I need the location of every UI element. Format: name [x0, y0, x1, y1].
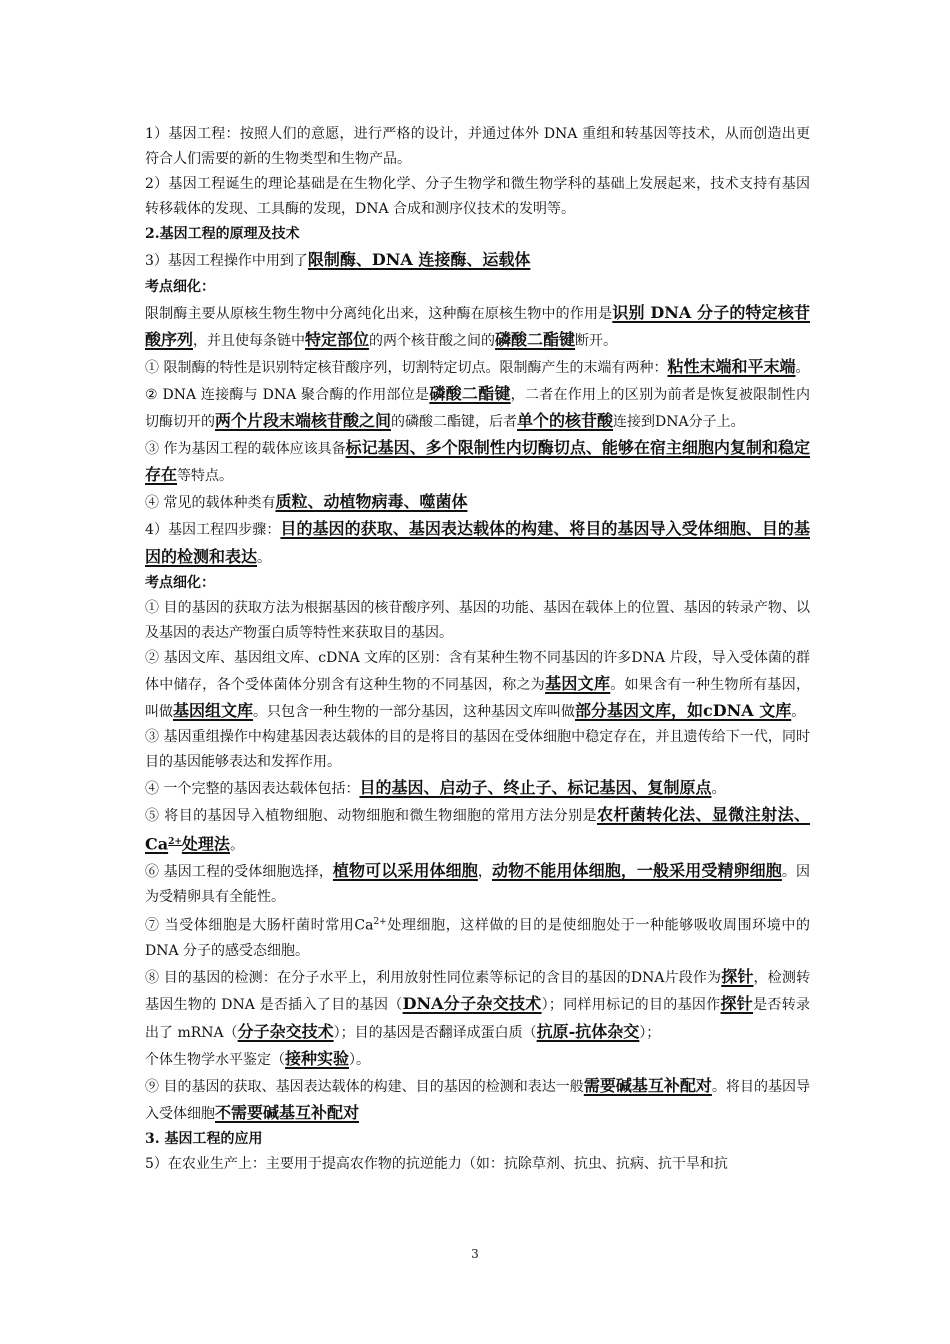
paragraph	[145, 725, 810, 775]
page-number: 3	[471, 1247, 479, 1261]
key-term-underlined: 探针	[721, 967, 754, 987]
text-run: ）；	[639, 1024, 661, 1041]
text-run: 。	[791, 704, 806, 721]
paragraph	[145, 122, 810, 172]
key-term-underlined: 抗原-抗体杂交	[536, 1021, 640, 1041]
text-run: 连接到DNA分子上。	[613, 414, 745, 431]
superscript: 2+	[373, 917, 387, 928]
text-run: ）。	[349, 1051, 371, 1068]
key-term-underlined: 磷酸二酯键	[429, 383, 511, 403]
key-term-underlined: 基因组文库	[173, 701, 254, 721]
text-run: 的磷酸二酯键，后者	[391, 414, 518, 431]
paragraph	[145, 571, 810, 596]
text-run: ② 基因文库、基因组文库、cDNA 文库的区别：含有某种生物不同基因的许多DNA 片段，导入受体菌的群体中储存，各个受体菌体分别含有这种生物的不同基因，称之为	[145, 649, 810, 693]
key-term-underlined: 农杆菌转化法、显微注射法、Ca	[145, 805, 810, 854]
text-run: 1）基因工程：按照人们的意愿，进行严格的设计，并通过体外 DNA 重组和转基因等技术，从而创造出更符合人们需要的新的生物类型和生物产品。	[145, 126, 810, 168]
key-term-underlined: 磷酸二酯键	[495, 329, 576, 349]
text-run: ① 限制酶的特性是识别特定核苷酸序列，切割特定切点。限制酶产生的末端有两种：	[145, 359, 668, 376]
paragraph	[145, 802, 810, 858]
text-run: ⑨ 目的基因的获取、基因表达载体的构建、目的基因的检测和表达一般	[145, 1078, 584, 1095]
text-run: ，二者在作用上的区别为前者是恢复被限制性内切酶切开的	[145, 386, 810, 431]
text-run: ⑧ 目的基因的检测：在分子水平上，利用放射性同位素等标记的含目的基因的DNA片段作为	[145, 970, 722, 987]
text-run: 。只包含一种生物的一部分基因，这种基因文库叫做	[253, 704, 576, 721]
text-run: ② DNA 连接酶与 DNA 聚合酶的作用部位是	[145, 386, 430, 403]
text-run: 限制酶主要从原核生物生物中分离纯化出来，这种酶在原核生物中的作用是	[145, 305, 613, 322]
text-run: ，检测转基因生物的 DNA 是否插入了目的基因（	[145, 970, 810, 1014]
text-run: ）；目的基因是否翻译成蛋白质（	[333, 1024, 537, 1041]
key-term-underlined: 接种实验	[285, 1048, 350, 1068]
key-term-underlined: 处理法	[181, 834, 230, 854]
text-run: ④ 一个完整的基因表达载体包括：	[145, 781, 360, 798]
paragraph	[145, 858, 810, 910]
key-term-underlined: 目的基因、启动子、终止子、标记基因、复制原点	[359, 778, 712, 798]
key-term-underlined: 分子杂交技术	[237, 1021, 334, 1041]
superscript: 2+	[168, 836, 182, 847]
text-run: 处理细胞，这样做的目的是使细胞处于一种能够吸收周围环境中的DNA 分子的感受态细胞。	[145, 918, 811, 960]
key-term-underlined: 植物可以采用体细胞	[332, 861, 478, 881]
paragraph	[145, 275, 810, 300]
paragraph	[145, 1073, 810, 1127]
paragraph	[145, 964, 810, 1045]
text-run: 个体生物学水平鉴定（	[145, 1051, 285, 1068]
text-run: 。	[257, 549, 272, 566]
key-term-underlined: 目的基因的获取、基因表达载体的构建、将目的基因导入受体细胞、目的基因的检测和表达	[145, 519, 810, 566]
paragraph	[145, 489, 810, 516]
text-run: 5）在农业生产上：主要用于提高农作物的抗逆能力（如：抗除草剂、抗虫、抗病、抗干旱和抗	[145, 1155, 728, 1172]
text-run: 等特点。	[177, 468, 234, 485]
key-term-underlined: 质粒、动植物病毒、噬菌体	[275, 492, 468, 512]
section-heading: 2.基因工程的原理及技术	[145, 226, 300, 243]
key-term-underlined: 两个片段末端核苷酸之间	[215, 411, 392, 431]
key-term-underlined: 部分基因文库，如cDNA 文库	[575, 701, 792, 721]
text-run: 。	[229, 837, 244, 854]
key-term-underlined: 限制酶、DNA 连接酶、运载体	[307, 250, 531, 270]
text-run: ③ 作为基因工程的载体应该具备	[145, 441, 346, 458]
paragraph	[145, 775, 810, 802]
paragraph	[145, 596, 810, 646]
paragraph	[145, 1046, 810, 1073]
text-run: 的两个核苷酸之间的	[369, 332, 496, 349]
paragraph	[145, 172, 810, 222]
paragraph	[145, 1152, 810, 1177]
paragraph	[145, 516, 810, 570]
text-run: ① 目的基因的获取方法为根据基因的核苷酸序列、基因的功能、基因在载体上的位置、基因的转录产物、以及基因的表达产物蛋白质等特性来获取目的基因。	[145, 599, 810, 641]
key-term-underlined: DNA分子杂交技术	[402, 994, 542, 1014]
text-run: 3）基因工程操作中用到了	[145, 253, 308, 270]
text-run: ，	[477, 864, 492, 881]
text-run: ⑤ 将目的基因导入植物细胞、动物细胞和微生物细胞的常用方法分别是	[145, 808, 597, 825]
text-run: ⑦ 当受体细胞是大肠杆菌时常用Ca	[145, 918, 374, 935]
key-term-underlined: 动物不能用体细胞，一般采用受精卵细胞	[491, 861, 782, 881]
paragraph	[145, 1127, 810, 1152]
key-term-underlined: 粘性末端和平末端	[667, 356, 796, 376]
key-term-underlined: 不需要碱基互补配对	[215, 1102, 360, 1122]
paragraph	[145, 300, 810, 354]
text-run: 。将目的基因导入受体细胞	[145, 1078, 810, 1122]
text-run: 断开。	[575, 332, 618, 349]
document-body	[145, 122, 810, 1177]
paragraph	[145, 381, 810, 435]
text-run: 4）基因工程四步骤：	[145, 522, 281, 539]
paragraph	[145, 247, 810, 274]
text-run: 2）基因工程诞生的理论基础是在生物化学、分子生物学和微生物学科的基础上发展起来，技术支持有基因转移载体的发现、工具酶的发现，DNA 合成和测序仪技术的发明等。	[145, 176, 810, 218]
paragraph	[145, 435, 810, 489]
paragraph	[145, 222, 810, 247]
section-heading: 考点细化：	[145, 278, 215, 295]
section-heading: 3. 基因工程的应用	[145, 1130, 263, 1147]
key-term-underlined: 单个的核苷酸	[517, 411, 614, 431]
key-term-underlined: 需要碱基互补配对	[583, 1075, 712, 1095]
text-run: ⑥ 基因工程的受体细胞选择，	[145, 864, 333, 881]
paragraph	[145, 910, 810, 964]
key-term-underlined: 基因文库	[545, 673, 611, 693]
text-run: ③ 基因重组操作中构建基因表达载体的目的是将目的基因在受体细胞中稳定存在，并且遗传给下一代，同时目的基因能够表达和发挥作用。	[145, 729, 810, 771]
key-term-underlined: 特定部位	[305, 329, 370, 349]
key-term-underlined: 探针	[720, 994, 754, 1014]
text-run: ）；同样用标记的目的基因作	[541, 997, 721, 1014]
text-run: ④ 常见的载体种类有	[145, 495, 276, 512]
text-run: 是否转录出了 mRNA（	[145, 997, 810, 1041]
key-term-underlined: 标记基因、多个限制性内切酶切点、能够在宿主细胞内复制和稳定存在	[145, 438, 810, 485]
text-run: 。因为受精卵具有全能性。	[145, 864, 810, 906]
key-term-underlined: 识别 DNA 分子的特定核苷酸序列	[145, 302, 810, 349]
text-run: 。如果含有一种生物所有基因，叫做	[145, 676, 810, 721]
text-run: ，并且使每条链中	[193, 332, 306, 349]
paragraph	[145, 354, 810, 381]
paragraph	[145, 646, 810, 725]
text-run: 。	[795, 359, 810, 376]
section-heading: 考点细化：	[145, 574, 215, 591]
text-run: 。	[711, 781, 726, 798]
